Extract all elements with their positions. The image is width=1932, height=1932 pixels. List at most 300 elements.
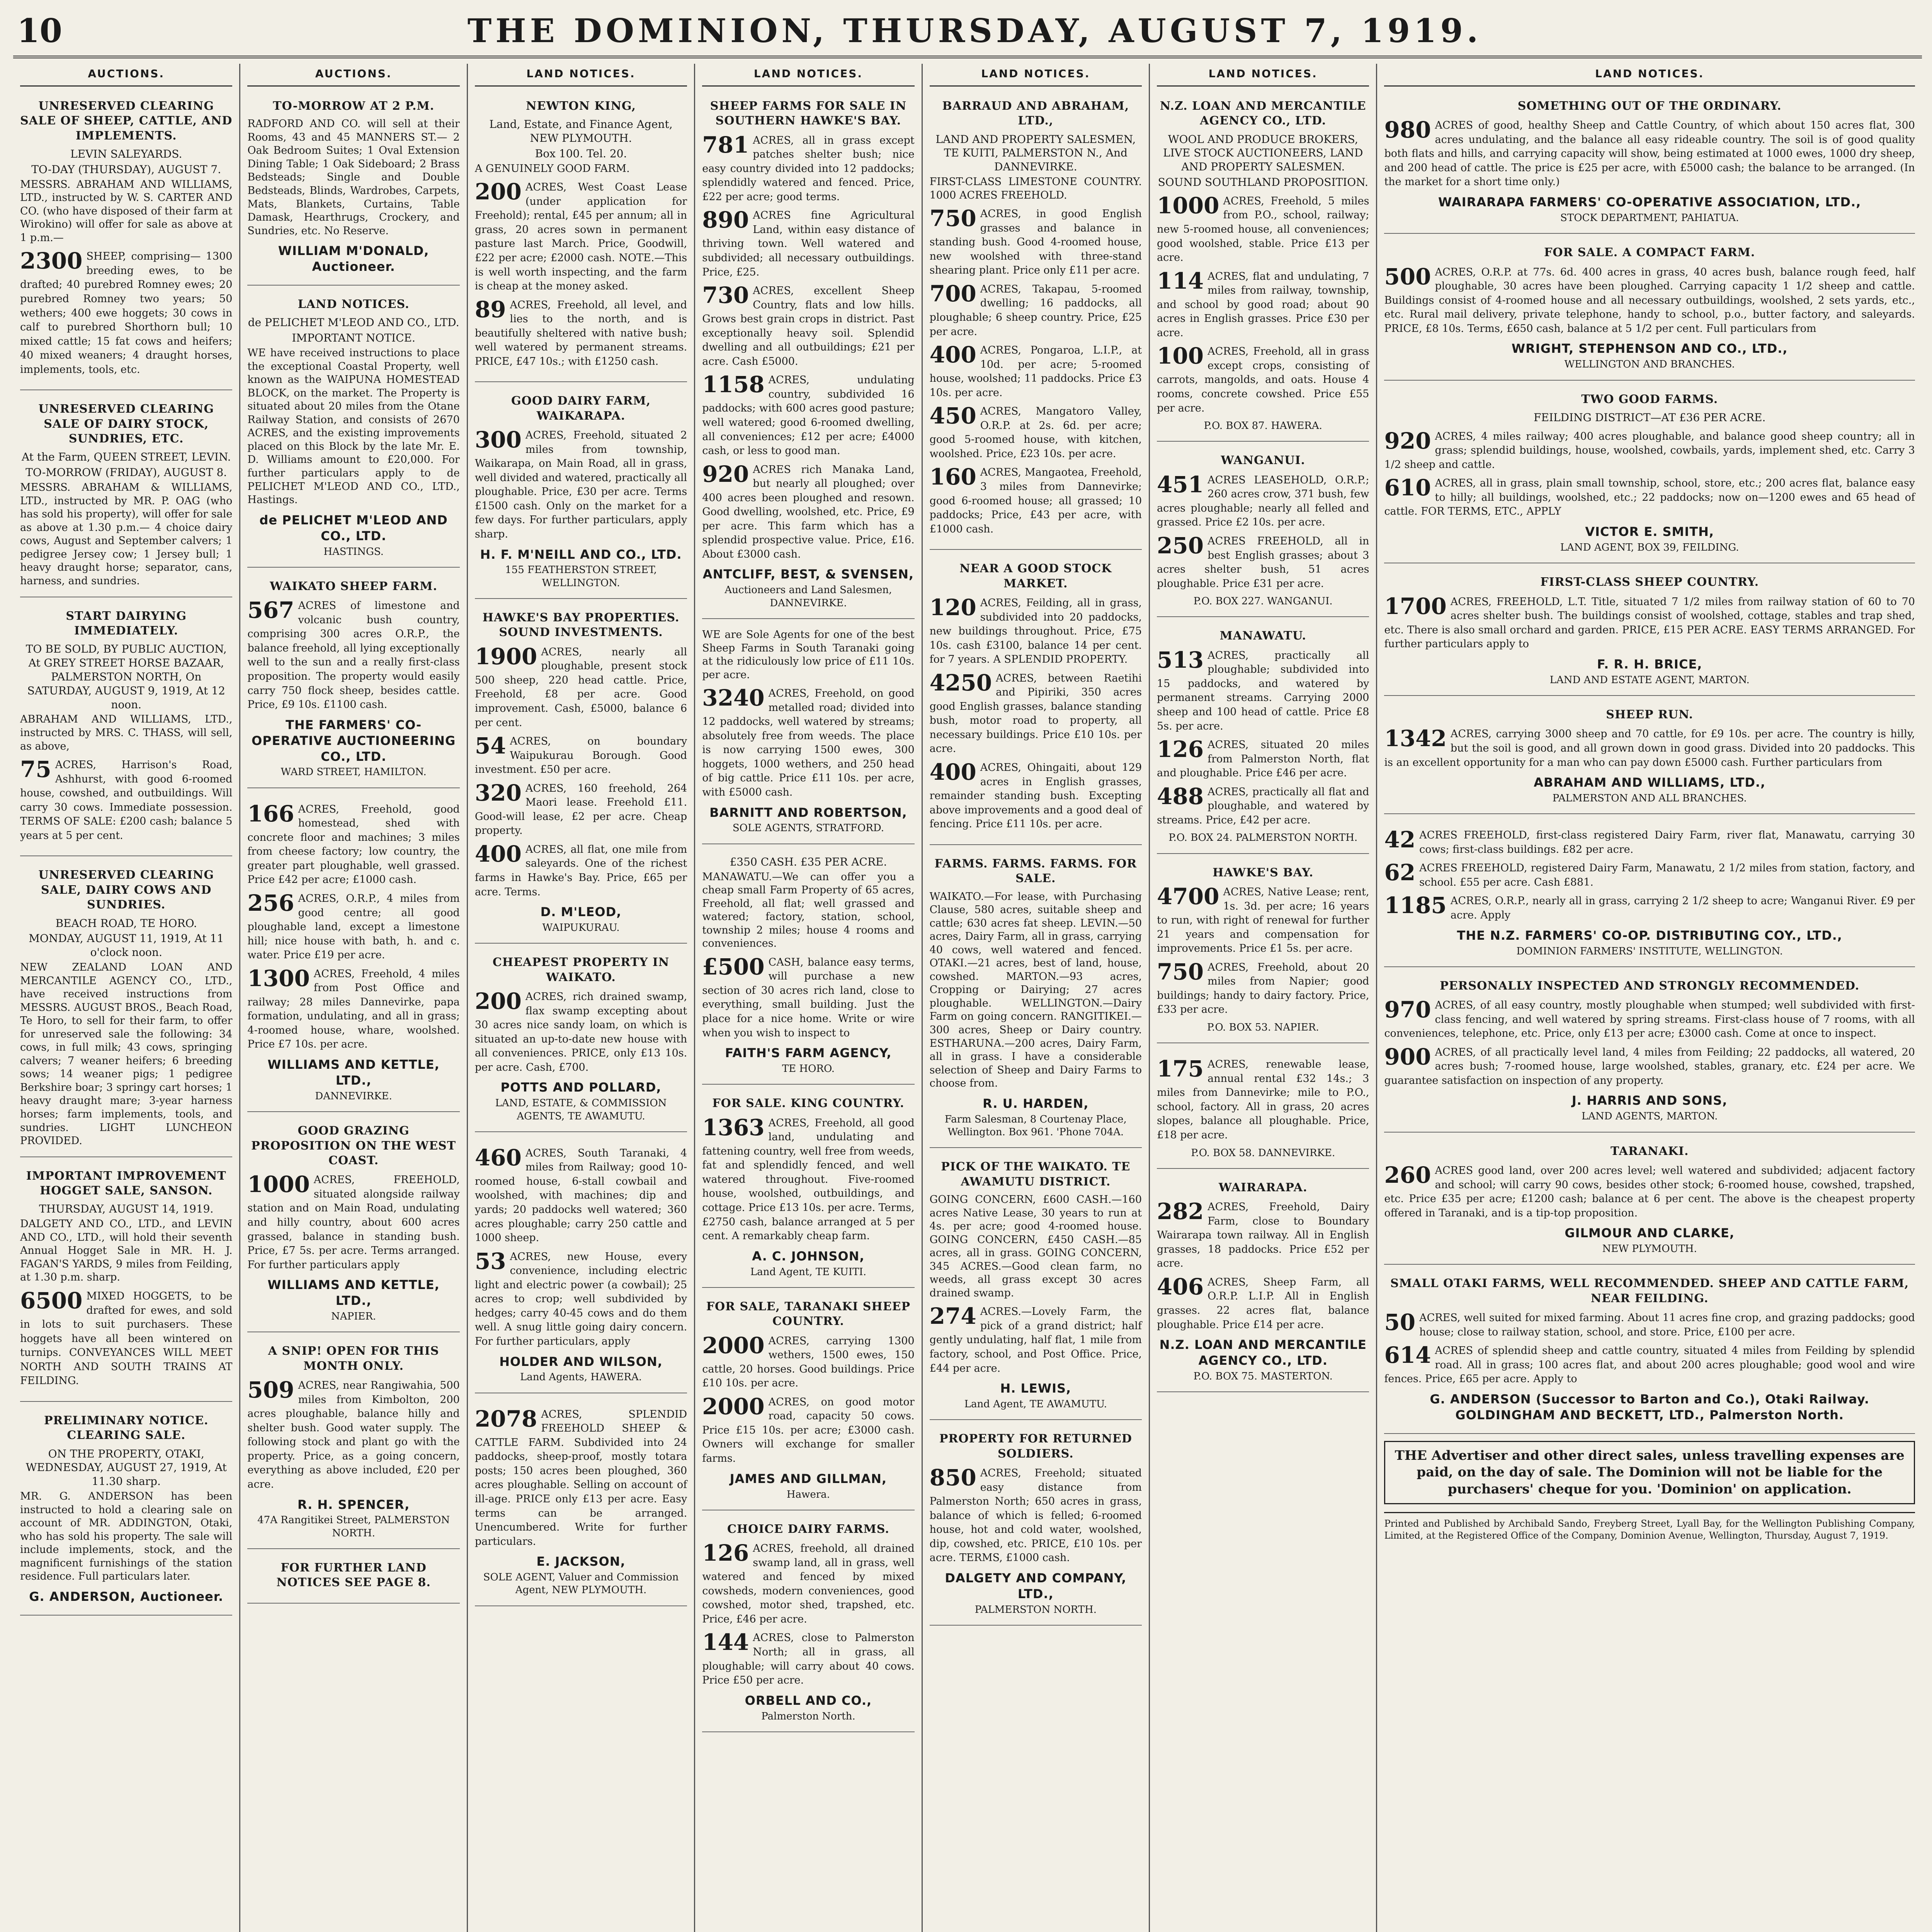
- acreage-number: 1900: [474, 643, 537, 670]
- ad-headline: BARRAUD AND ABRAHAM, LTD.,: [942, 99, 1129, 128]
- column-5: [923, 64, 1150, 1932]
- acreage-number: 567: [247, 597, 294, 624]
- advertisement: [702, 1516, 914, 1732]
- agent-name: H. F. M'NEILL AND CO., LTD.: [480, 547, 682, 562]
- ad-subheading: At the Farm, QUEEN STREET, LEVIN.: [21, 451, 231, 464]
- ad-subheading: TO BE SOLD, BY PUBLIC AUCTION, At GREY STREET HORSE BAZAAR, PALMERSTON NORTH, On SATURDAY, AUGUST 9, 1919, At 12 noon.: [26, 643, 227, 711]
- ad-headline: FIRST-CLASS SHEEP COUNTRY.: [1540, 575, 1759, 589]
- listing-description: ACRES, of all practically level land, 4 miles from Feilding; 22 paddocks, all watered, 20 acres bush; 7-roomed house, large woolshed, stables, granary, etc. £24 per acre. We guarantee satisfaction on inspection of any property.: [1384, 1046, 1915, 1087]
- acreage-number: 2078: [474, 1405, 537, 1432]
- listing-description: ACRES, Ohingaiti, about 129 acres in English grasses, remainder standing bush. Excepting above improvements and a good deal of fencing. Price £11 10s. per acre.: [929, 762, 1142, 830]
- property-listing: [475, 180, 687, 293]
- advertisement: [930, 1425, 1142, 1626]
- agent-name: GILMOUR AND CLARKE,: [1565, 1226, 1735, 1241]
- advertisement: [1157, 1174, 1369, 1392]
- property-listing: [1384, 1344, 1915, 1386]
- advertisement: [1384, 820, 1915, 967]
- property-listing: [702, 208, 914, 279]
- listing-description: CASH, balance easy terms, will purchase a new section of 30 acres rich land, close to everything, small building. Just the place for a nice home. Write or wire when you wish to inspect to: [702, 956, 915, 1039]
- property-listing: [930, 596, 1142, 667]
- acreage-number: 250: [1157, 532, 1204, 559]
- agent-address: NEW PLYMOUTH.: [1602, 1243, 1697, 1255]
- listing-description: ACRES fine Agricultural Land, within easy distance of thriving town. Well watered and subdivided; all necessary outbuildings. Price, £25.: [702, 209, 915, 278]
- listing-description: ACRES, renewable lease, annual rental £32 14s.; 3 miles from Dannevirke; mile to P.O., school, factory. All in grass, 20 acres slopes, balance all ploughable. Price, £18 per acre.: [1157, 1058, 1369, 1141]
- property-listing: [247, 891, 459, 962]
- listing-description: ACRES, O.R.P., 4 miles from good centre; all good ploughable land, except a limestone hill; nice house with bath, h. and c. water. Price £19 per acre.: [247, 893, 460, 961]
- advertisement: [702, 850, 914, 1085]
- column-heading: AUCTIONS.: [247, 64, 459, 87]
- ad-subheading: LAND AND PROPERTY SALESMEN, TE KUITI, PALMERSTON N., And DANNEVIRKE.: [935, 133, 1136, 173]
- agent-address: WELLINGTON AND BRANCHES.: [1564, 359, 1735, 371]
- agent-address: P.O. BOX 24. PALMERSTON NORTH.: [1168, 832, 1358, 844]
- acreage-number: 160: [929, 464, 976, 490]
- acreage-number: 62: [1384, 859, 1416, 886]
- column-heading: LAND NOTICES.: [702, 64, 914, 87]
- agent-name: WRIGHT, STEPHENSON AND CO., LTD.,: [1511, 341, 1788, 356]
- acreage-number: 1158: [702, 371, 765, 398]
- agent-name: R. U. HARDEN,: [983, 1096, 1089, 1111]
- listing-description: ACRES, carrying 3000 sheep and 70 cattle, for £9 10s. per acre. The country is hilly, but the soil is good, and all grown down in good grass. Divided into 20 paddocks. This is an excellent opportunity for a man who can pay down £5000 cash. Further particulars from: [1384, 728, 1915, 769]
- acreage-number: 42: [1384, 827, 1416, 853]
- acreage-number: 300: [474, 427, 522, 453]
- property-listing: [475, 298, 687, 369]
- ad-body: NEW ZEALAND LOAN AND MERCANTILE AGENCY CO., LTD., have received instructions from MESSRS. AUGUST BROS., Beach Road, Te Horo, to sell for their farm, to offer for unreserved sale the following: 34 cows, in full milk; 43 cows, springing calvers; 7 weaner heifers; 6 breeding sows; 14 weaner pigs; 1 pedigree Berkshire boar; 3 springy cart horses; 1 heavy draught mare; 3-year harness horses; farm implements, tools, and sundries. LIGHT LUNCHEON PROVIDED.: [20, 961, 233, 1147]
- agent-address: DANNEVIRKE.: [315, 1090, 392, 1102]
- ad-headline: PICK OF THE WAIKATO. TE AWAMUTU DISTRICT.: [941, 1160, 1131, 1189]
- property-listing: [930, 1304, 1142, 1375]
- ad-subheading: SOUND SOUTHLAND PROPOSITION.: [1158, 176, 1368, 189]
- acreage-number: 2300: [20, 248, 83, 274]
- advertisement: [1384, 1270, 1915, 1434]
- column-7: [1377, 64, 1922, 1932]
- ad-subheading: £350 CASH. £35 PER ACRE.: [730, 855, 887, 868]
- listing-description: ACRES, Freehold, 4 miles from Post Office and railway; 28 miles Dannevirke, papa formation, undulating, and all in grass; 4-roomed house, whare, woolshed. Price £7 10s. per acre.: [247, 968, 460, 1051]
- acreage-number: 53: [474, 1248, 506, 1274]
- acreage-number: 274: [929, 1303, 976, 1330]
- listing-description: ACRES, close to Palmerston North; all in grass, all ploughable; will carry about 40 cows. Price £50 per acre.: [702, 1632, 915, 1687]
- ad-body: MANAWATU.—We can offer you a cheap small Farm Property of 65 acres, Freehold, all flat; well grassed and watered; factory, station, school, township 2 miles; house 4 rooms and conveniences.: [702, 871, 915, 950]
- property-listing: [247, 1378, 459, 1491]
- acreage-number: 100: [1157, 343, 1204, 369]
- listing-description: ACRES of good, healthy Sheep and Cattle Country, of which about 150 acres flat, 300 acres undulating, and the balance all easy rideable country. The soil is of good quality both flats and hills, and carrying capacity will show, being estimated at 1000 ewes, 1000 dry sheep, and 200 head of cattle. The price is £25 per acre, with £5000 cash; the balance to be arranged. (In the market for a short time only.): [1384, 119, 1915, 188]
- listing-description: ACRES, South Taranaki, 4 miles from Railway; good 10-roomed house, 6-stall cowbail and woolshed, with machines; dip and yards; 20 paddocks well watered; 360 acres ploughable; carry 250 cattle and 1000 sheep.: [474, 1147, 687, 1244]
- agent-address: PALMERSTON AND ALL BRANCHES.: [1552, 793, 1747, 804]
- advertisement: [1384, 386, 1915, 564]
- listing-description: ACRES, well suited for mixed farming. About 11 acres fine crop, and grazing paddocks; good house; close to railway station, school, and store. Price, £100 per acre.: [1419, 1312, 1915, 1338]
- listing-description: ACRES FREEHOLD, first-class registered Dairy Farm, river flat, Manawatu, carrying 30 cows; first-class buildings. £82 per acre.: [1419, 829, 1915, 855]
- column-heading: LAND NOTICES.: [475, 64, 687, 87]
- property-listing: [930, 465, 1142, 536]
- property-listing: [702, 686, 914, 799]
- ad-body: GOING CONCERN, £600 CASH.—160 acres Native Lease, 30 years to run at 4s. per acre; good 4-roomed house. GOING CONCERN, £450 CASH.—85 acres, all in grass. GOING CONCERN, 345 ACRES.—Good clean farm, no weeds, all grass except 30 acres drained swamp.: [929, 1194, 1142, 1299]
- ad-headline: FOR SALE, TARANAKI SHEEP COUNTRY.: [706, 1299, 911, 1328]
- acreage-number: 900: [1384, 1043, 1431, 1070]
- acreage-number: 166: [247, 800, 294, 827]
- ad-headline: TWO GOOD FARMS.: [1581, 392, 1718, 406]
- acreage-number: 406: [1157, 1273, 1204, 1300]
- printer-imprint: Printed and Published by Archibald Sando, Freyberg Street, Lyall Bay, for the Wellington Publishing Company, Limited, at the Registered Office of the Company, Dominion Avenue, Wellington, Thursday, August 7, 1919.: [1384, 1512, 1915, 1541]
- acreage-number: 1363: [702, 1114, 765, 1141]
- advertisement: [20, 1407, 232, 1616]
- ad-headline: PRELIMINARY NOTICE. CLEARING SALE.: [44, 1413, 209, 1442]
- ad-headline: START DAIRYING IMMEDIATELY.: [66, 609, 187, 638]
- agent-name: THE FARMERS' CO-OPERATIVE AUCTIONEERING CO., LTD.: [252, 717, 456, 764]
- listing-description: ACRES, FREEHOLD, situated alongside railway station and on Main Road, undulating and hilly country, about 600 acres grassed, balance in standing bush. Price, £7 5s. per acre. Terms arranged. For further particulars apply: [247, 1174, 460, 1271]
- listing-description: ACRES, situated 20 miles from Palmerston North, flat and ploughable. Price £46 per acre.: [1157, 739, 1369, 779]
- property-listing: [1157, 194, 1369, 265]
- agent-name: WILLIAM M'DONALD, Auctioneer.: [278, 243, 429, 274]
- listing-description: ACRES, Freehold, on good metalled road; divided into 12 paddocks, well watered by streams; absolutely free from weeds. The place is now carrying 1500 ewes, 300 hoggets, 1000 wethers, and 250 head of big cattle. Price £11 10s. per acre, with £5000 cash.: [702, 687, 915, 798]
- ad-body: MESSRS. ABRAHAM AND WILLIAMS, LTD., instructed by W. S. CARTER AND CO. (who have disposed of their farm at Wirokino) will offer for sale as above at 1 p.m.—: [20, 178, 233, 244]
- ad-headline: SOMETHING OUT OF THE ORDINARY.: [1517, 99, 1782, 113]
- acreage-number: 750: [929, 205, 976, 232]
- listing-description: MIXED HOGGETS, to be drafted for ewes, and sold in lots to suit purchasers. These hoggets have all been wintered on turnips. CONVEYANCES WILL MEET NORTH AND SOUTH TRAINS AT FEILDING.: [20, 1290, 233, 1387]
- property-listing: [1384, 1045, 1915, 1088]
- advertisement: [20, 93, 232, 390]
- listing-description: ACRES, West Coast Lease (under application for Freehold); rental, £45 per annum; all in grass, 20 acres sown in permanent pasture last March. Price, Goodwill, £22 per acre; £2000 cash. NOTE.—This is well worth inspecting, and the farm is cheap at the money asked.: [474, 181, 687, 293]
- property-listing: [1384, 1163, 1915, 1220]
- ad-headline: HAWKE'S BAY PROPERTIES. SOUND INVESTMENTS.: [482, 611, 680, 639]
- ad-body: MESSRS. ABRAHAM & WILLIAMS, LTD., instructed by MR. P. OAG (who has sold his property), will offer for sale as above at 1.30 p.m.— 4 choice dairy cows, August and September calvers; 1 pedigree Jersey cow; 1 Jersey bull; 1 heavy draught horse; separator, cans, harness, and sundries.: [20, 481, 233, 587]
- column-heading: LAND NOTICES.: [1384, 64, 1915, 87]
- advertisement: [1384, 239, 1915, 380]
- ad-headline: FOR SALE. A COMPACT FARM.: [1544, 246, 1755, 260]
- listing-description: ACRES, Freehold, all in grass except crops, consisting of carrots, mangolds, and oats. House 4 rooms, concrete cowshed. Price £55 per acre.: [1157, 345, 1369, 414]
- agent-address: Farm Salesman, 8 Courtenay Place, Wellington. Box 961. 'Phone 704A.: [944, 1113, 1127, 1138]
- advertisement: [930, 850, 1142, 1148]
- agent-address: P.O. BOX 227. WANGANUI.: [1193, 595, 1333, 607]
- acreage-number: 850: [929, 1464, 976, 1491]
- ad-subheading: TO-MORROW (FRIDAY), AUGUST 8.: [26, 466, 227, 479]
- advertisement: [20, 603, 232, 857]
- column-heading: LAND NOTICES.: [1157, 64, 1369, 87]
- agent-name: POTTS AND POLLARD,: [500, 1080, 662, 1095]
- acreage-number: 450: [929, 403, 976, 429]
- ad-body: MR. G. ANDERSON has been instructed to hold a clearing sale on account of MR. ADDINGTON, Otaki, who has sold his property. The sale will include implements, stock, and the magnificent furnishings of the station residence. Full particulars later.: [20, 1490, 233, 1583]
- listing-description: ACRES, carrying 1300 wethers, 1500 ewes, 150 cattle, 20 horses. Good buildings. Price £10 10s. per acre.: [702, 1335, 915, 1389]
- listing-description: ACRES good land, over 200 acres level; well watered and subdivided; adjacent factory and school; will carry 90 cows, besides other stock; 6-roomed house, cowshed, trapshed, etc. Price £35 per acre; £1200 cash; balance at 6 per cent. The above is the cheapest property offered in Taranaki, and is a tip-top proposition.: [1384, 1165, 1915, 1219]
- agent-address: Auctioneers and Land Salesmen, DANNEVIRKE.: [724, 584, 892, 609]
- ad-headline: FOR FURTHER LAND NOTICES SEE PAGE 8.: [276, 1561, 431, 1590]
- agent-name: de PELICHET M'LEOD AND CO., LTD.: [259, 512, 448, 543]
- listing-description: ACRES, Pongaroa, L.I.P., at 10d. per acre; 5-roomed house, woolshed; 11 paddocks. Price £3 10s. per acre.: [929, 344, 1142, 399]
- property-listing: [1384, 727, 1915, 769]
- ad-headline: GOOD DAIRY FARM, WAIKARAPA.: [511, 394, 651, 423]
- advertisement: [1384, 569, 1915, 696]
- agent-address: LAND AGENTS, MARTON.: [1581, 1111, 1718, 1122]
- advertisement: [475, 1138, 687, 1393]
- acreage-number: 750: [1157, 958, 1204, 985]
- acreage-number: 175: [1157, 1056, 1204, 1082]
- property-listing: [1384, 118, 1915, 189]
- advertisement: [20, 396, 232, 597]
- ad-headline: SMALL OTAKI FARMS, WELL RECOMMENDED. SHEEP AND CATTLE FARM, NEAR FEILDING.: [1390, 1277, 1909, 1305]
- advertisement: [20, 1163, 232, 1402]
- agent-name: A. C. JOHNSON,: [752, 1248, 865, 1264]
- property-listing: [475, 781, 687, 838]
- acreage-number: 610: [1384, 474, 1431, 501]
- masthead: [13, 12, 1922, 58]
- acreage-number: 980: [1384, 117, 1431, 143]
- property-listing: [930, 343, 1142, 400]
- property-listing: [475, 1250, 687, 1349]
- newspaper-page: [13, 12, 1922, 1932]
- acreage-number: 500: [1384, 263, 1431, 290]
- acreage-number: 890: [702, 207, 749, 233]
- advertisement: [247, 93, 459, 286]
- ad-headline: PERSONALLY INSPECTED AND STRONGLY RECOMMENDED.: [1440, 979, 1860, 993]
- agent-address: NAPIER.: [331, 1311, 376, 1323]
- property-listing: [702, 373, 914, 457]
- acreage-number: 320: [474, 779, 522, 806]
- listing-description: ACRES, in good English grasses and balance in standing bush. Good 4-roomed house, new woolshed with three-stand shearing plant. Price only £11 per acre.: [929, 208, 1142, 277]
- ad-headline: TO-MORROW AT 2 P.M.: [273, 99, 435, 113]
- ad-headline: WANGANUI.: [1221, 454, 1305, 468]
- listing-description: ACRES, freehold, all drained swamp land, all in grass, well watered and fenced by mixed cowsheds, modern conveniences, good cowshed, motor shed, trapshed, etc. Price, £46 per acre.: [702, 1543, 915, 1625]
- acreage-number: 920: [1384, 427, 1431, 454]
- ad-subheading: MONDAY, AUGUST 11, 1919, At 11 o'clock noon.: [29, 932, 224, 959]
- listing-description: ACRES of limestone and volcanic bush country, comprising 300 acres O.R.P., the balance freehold, all lying exceptionally well to the sun and a really first-class proposition. The property would easily carry 750 flock sheep, besides cattle. Price, £9 10s. £1100 cash.: [247, 600, 460, 711]
- listing-description: ACRES, Freehold; situated easy distance from Palmerston North; 650 acres in grass, balance of which is felled; 6-roomed house, hot and cold water, woolshed, dip, cowshed, etc. PRICE, £10 10s. per acre. TERMS, £1000 cash.: [929, 1467, 1142, 1564]
- property-listing: [475, 1407, 687, 1548]
- agent-name: VICTOR E. SMITH,: [1585, 524, 1714, 539]
- property-listing: [475, 645, 687, 730]
- acreage-number: 730: [702, 282, 749, 309]
- acreage-number: 114: [1157, 267, 1204, 294]
- property-listing: [702, 1116, 914, 1243]
- column-4: [695, 64, 922, 1932]
- property-listing: [930, 404, 1142, 461]
- listing-description: ACRES, new House, every convenience, including electric light and electric power (a cowbail); 25 acres to crop; well subdivided by hedges; carry 40-45 cows and do them well. A snug little going dairy concern. For further particulars, apply: [474, 1250, 687, 1347]
- advertisement: [247, 291, 459, 568]
- newspaper-title: THE DOMINION, THURSDAY, AUGUST 7, 1919.: [467, 12, 1482, 50]
- acreage-number: 451: [1157, 471, 1204, 498]
- acreage-number: 400: [474, 840, 522, 867]
- property-listing: [702, 463, 914, 561]
- property-listing: [1384, 1311, 1915, 1339]
- agent-name: FAITH'S FARM AGENCY,: [725, 1046, 892, 1061]
- acreage-number: 282: [1157, 1198, 1204, 1225]
- ad-headline: NEWTON KING,: [526, 99, 636, 113]
- agent-address: Hawera.: [786, 1488, 830, 1500]
- property-listing: [1157, 1200, 1369, 1270]
- property-listing: [1384, 861, 1915, 889]
- property-listing: [475, 1146, 687, 1245]
- acreage-number: 460: [474, 1144, 522, 1171]
- column-heading: AUCTIONS.: [20, 64, 232, 87]
- property-listing: [1157, 1275, 1369, 1332]
- acreage-number: 126: [1157, 736, 1204, 763]
- acreage-number: 144: [702, 1629, 749, 1656]
- property-listing: [475, 842, 687, 899]
- acreage-number: 260: [1384, 1162, 1431, 1189]
- notice-box: THE Advertiser and other direct sales, unless travelling expenses are paid, on the day of sale. The Dominion will not be liable for the purchasers' cheque for you. 'Dominion' on application.: [1384, 1441, 1915, 1505]
- acreage-number: 920: [702, 461, 749, 487]
- property-listing: [1157, 738, 1369, 780]
- ad-headline: MANAWATU.: [1219, 629, 1306, 643]
- listing-description: ACRES, Mangaotea, Freehold, 3 miles from Dannevirke; good 6-roomed house; all grassed; 10 paddocks; Price, £43 per acre, with £1000 cash.: [929, 466, 1142, 535]
- listing-description: SHEEP, comprising— 1300 breeding ewes, to be drafted; 40 purebred Romney ewes; 20 purebred Romney two years; 50 wethers; 400 ewe hoggets; 30 cows in calf to purebred Shorthorn bull; 10 mixed cattle; 15 fat cows and heifers; 40 mixed weaners; 4 draught horses, implements, tools, etc.: [20, 250, 233, 376]
- ad-headline: IMPORTANT IMPROVEMENT HOGGET SALE, SANSON.: [26, 1169, 226, 1198]
- acreage-number: 1700: [1384, 593, 1447, 619]
- advertisement: [930, 555, 1142, 845]
- acreage-number: 126: [702, 1540, 749, 1566]
- advertisement: [1384, 701, 1915, 814]
- listing-description: ACRES of splendid sheep and cattle country, situated 4 miles from Feilding by splendid road. All in grass; 100 acres flat, and about 200 acres ploughable; good wool and wire fences. Price, £65 per acre. Apply to: [1384, 1345, 1915, 1385]
- column-6: [1150, 64, 1377, 1932]
- advertisement: [247, 1554, 459, 1604]
- agent-address: Land Agent, TE AWAMUTU.: [964, 1398, 1107, 1410]
- acreage-number: £500: [702, 953, 765, 980]
- property-listing: [1157, 344, 1369, 415]
- agent-address: P.O. BOX 58. DANNEVIRKE.: [1191, 1147, 1335, 1159]
- advertisement: [1157, 93, 1369, 442]
- acreage-number: 488: [1157, 783, 1204, 810]
- listing-description: ACRES FREEHOLD, registered Dairy Farm, Manawatu, 2 1/2 miles from station, factory, and school. £55 per acre. Cash £881.: [1419, 862, 1915, 888]
- ad-headline: UNRESERVED CLEARING SALE OF DAIRY STOCK, SUNDRIES, ETC.: [38, 402, 214, 446]
- property-listing: [702, 1631, 914, 1687]
- advertisement: [702, 1293, 914, 1510]
- listing-description: ACRES, O.R.P., nearly all in grass, carrying 2 1/2 sheep to acre; Wanganui River. £9 per acre. Apply: [1450, 895, 1915, 922]
- agent-name: J. HARRIS AND SONS,: [1571, 1093, 1728, 1108]
- agent-address: Land Agents, HAWERA.: [520, 1371, 642, 1383]
- ad-subheading: de PELICHET M'LEOD AND CO., LTD.: [248, 316, 459, 329]
- acreage-number: 400: [929, 759, 976, 786]
- agent-address: WAIPUKURAU.: [542, 922, 620, 934]
- agent-address: LAND AND ESTATE AGENT, MARTON.: [1549, 674, 1750, 686]
- ad-subheading: ON THE PROPERTY, OTAKI, WEDNESDAY, AUGUST 27, 1919, At 11.30 sharp.: [26, 1447, 227, 1488]
- advertisement: [20, 862, 232, 1157]
- property-listing: [1384, 265, 1915, 336]
- ad-headline: CHEAPEST PROPERTY IN WAIKATO.: [492, 956, 670, 984]
- listing-description: ACRES, Freehold, about 20 miles from Napier; good buildings; handy to dairy factory. Price, £33 per acre.: [1157, 961, 1369, 1016]
- property-listing: [1157, 648, 1369, 733]
- ad-body: WE have received instructions to place the exceptional Coastal Property, well known as the WAIPUNA HOMESTEAD BLOCK, on the market. The Property is situated about 20 miles from the Otane Railway Station, and consists of 2670 ACRES, and the existing improvements placed on this Block by the late Mr. E. D. Williams amount to £20,000. For further particulars apply to de PELICHET M'LEOD AND CO., LTD., Hastings.: [247, 347, 460, 506]
- agent-address: STOCK DEPARTMENT, PAHIATUA.: [1560, 212, 1739, 224]
- listing-description: ACRES.—Lovely Farm, the pick of a grand district; half gently undulating, half flat, 1 mile from factory, school, and Post Office. Price, £44 per acre.: [929, 1306, 1142, 1374]
- acreage-number: 1300: [247, 965, 310, 992]
- agent-address: WARD STREET, HAMILTON.: [281, 766, 427, 778]
- advertisement: [475, 1399, 687, 1606]
- advertisement: [475, 604, 687, 944]
- acreage-number: 3240: [702, 685, 765, 711]
- property-listing: [1384, 894, 1915, 922]
- acreage-number: 6500: [20, 1287, 83, 1314]
- acreage-number: 4700: [1157, 883, 1219, 910]
- ad-headline: FOR SALE. KING COUNTRY.: [712, 1097, 905, 1111]
- agent-address: PALMERSTON NORTH.: [975, 1604, 1097, 1616]
- agent-address: SOLE AGENTS, STRATFORD.: [732, 822, 884, 834]
- ad-subheading: TO-DAY (THURSDAY), AUGUST 7.: [31, 163, 221, 176]
- acreage-number: 1000: [247, 1171, 310, 1198]
- ad-subheading: FEILDING DISTRICT—AT £36 PER ACRE.: [1534, 411, 1766, 424]
- agent-name: WAIRARAPA FARMERS' CO-OPERATIVE ASSOCIATION, LTD.,: [1438, 194, 1861, 209]
- advertisement: [1384, 973, 1915, 1133]
- listing-description: ACRES, all flat, one mile from saleyards. One of the richest farms in Hawke's Bay. Price, £65 per acre. Terms.: [474, 843, 687, 898]
- column-heading: LAND NOTICES.: [930, 64, 1142, 87]
- property-listing: [930, 671, 1142, 756]
- property-listing: [1384, 476, 1915, 519]
- listing-description: ACRES, nearly all ploughable, present stock 500 sheep, 220 head cattle. Price, Freehold, £8 per acre. Good improvement. Cash, £5000, balance 6 per cent.: [474, 646, 687, 729]
- property-listing: [930, 1466, 1142, 1565]
- agent-name: WILLIAMS AND KETTLE, LTD.,: [267, 1277, 440, 1308]
- property-listing: [702, 284, 914, 368]
- property-listing: [930, 282, 1142, 338]
- acreage-number: 50: [1384, 1309, 1416, 1336]
- listing-description: ACRES, between Raetihi and Pipiriki, 350 acres good English grasses, balance standing bush, motor road to property, all necessary buildings. Price £10 10s. per acre.: [929, 672, 1142, 755]
- ad-body: ABRAHAM AND WILLIAMS, LTD., instructed by MRS. C. THASS, will sell, as above,: [20, 713, 233, 752]
- column-3: [468, 64, 695, 1932]
- agent-address: Palmerston North.: [761, 1710, 855, 1722]
- agent-name: JAMES AND GILLMAN,: [730, 1471, 887, 1486]
- property-listing: [930, 760, 1142, 831]
- property-listing: [702, 1334, 914, 1390]
- listing-description: ACRES, undulating country, subdivided 16 paddocks; with 600 acres good pasture; well watered; good 6-roomed dwelling, all conveniences; £12 per acre; £4000 cash, or less to good man.: [702, 374, 915, 457]
- agent-name: ABRAHAM AND WILLIAMS, LTD.,: [1534, 775, 1766, 790]
- ad-subheading: THURSDAY, AUGUST 14, 1919.: [39, 1202, 214, 1216]
- listing-description: ACRES, excellent Sheep Country, flats and low hills. Grows best grain crops in district. Past exceptionally heavy soil. Splendid dwelling and all outbuildings; £21 per acre. Cash £5000.: [702, 285, 915, 367]
- ad-body: WE are Sole Agents for one of the best Sheep Farms in South Taranaki going at the ridiculously low price of £11 10s. per acre.: [702, 628, 915, 681]
- ad-headline: SHEEP RUN.: [1606, 708, 1694, 722]
- ad-headline: HAWKE'S BAY.: [1213, 866, 1314, 879]
- acreage-number: 781: [702, 131, 749, 158]
- listing-description: ACRES LEASEHOLD, O.R.P.; 260 acres crow, 371 bush, few acres ploughable; nearly all felled and grassed. Price £2 10s. per acre.: [1157, 474, 1369, 529]
- ad-headline: LAND NOTICES.: [298, 298, 410, 311]
- ad-body: A GENUINELY GOOD FARM.: [474, 162, 630, 175]
- acreage-number: 1342: [1384, 725, 1447, 752]
- acreage-number: 54: [474, 733, 506, 759]
- property-listing: [702, 1395, 914, 1466]
- advertisement: [702, 624, 914, 844]
- listing-description: ACRES, Sheep Farm, all O.R.P. L.I.P. All in English grasses. 22 acres flat, balance ploughable. Price £14 per acre.: [1157, 1276, 1369, 1331]
- property-listing: [1157, 473, 1369, 529]
- acreage-number: 614: [1384, 1342, 1431, 1369]
- listing-description: ACRES, flat and undulating, 7 miles from railway, township, and school by good road; about 90 acres in English grasses. Price £30 per acre.: [1157, 270, 1369, 339]
- advertisement: [475, 949, 687, 1132]
- advertisement: [1384, 93, 1915, 234]
- acreage-number: 120: [929, 594, 976, 621]
- ad-headline: TARANAKI.: [1610, 1144, 1689, 1158]
- agent-address: P.O. BOX 87. HAWERA.: [1204, 420, 1322, 432]
- acreage-number: 509: [247, 1377, 294, 1403]
- property-listing: [930, 207, 1142, 277]
- ad-headline: FARMS. FARMS. FARMS. FOR SALE.: [934, 857, 1137, 886]
- property-listing: [20, 758, 232, 842]
- listing-description: ACRES, practically all flat and ploughable, and watered by streams. Price, £42 per acre.: [1157, 786, 1369, 826]
- acreage-number: 2000: [702, 1332, 765, 1359]
- ad-subheading: LEVIN SALEYARDS.: [70, 148, 182, 160]
- ad-subheading: WOOL AND PRODUCE BROKERS, LIVE STOCK AUCTIONEERS, LAND AND PROPERTY SALESMEN.: [1163, 133, 1363, 173]
- agent-name: WILLIAMS AND KETTLE, LTD.,: [267, 1057, 440, 1088]
- ad-headline: UNRESERVED CLEARING SALE, DAIRY COWS AND SUNDRIES.: [38, 868, 214, 912]
- agent-name: G. ANDERSON, Auctioneer.: [29, 1589, 224, 1604]
- advertisement: [475, 93, 687, 383]
- property-listing: [1384, 429, 1915, 472]
- ad-subheading: IMPORTANT NOTICE.: [292, 332, 415, 345]
- listing-description: ACRES, Feilding, all in grass, subdivided into 20 paddocks, new buildings throughout. Price, £75 10s. cash £3100, balance 14 per cent. for 7 years. A SPLENDID PROPERTY.: [929, 597, 1142, 666]
- listing-description: ACRES rich Manaka Land, but nearly all ploughed; over 400 acres been ploughed and resown. Good dwelling, woolshed, etc. Price, £9 per acre. This farm which has a splendid prospective value. Price, £16. About £3000 cash.: [702, 463, 915, 560]
- property-listing: [1157, 885, 1369, 956]
- listing-description: ACRES, Harrison's Road, Ashhurst, with good 6-roomed house, cowshed, and outbuildings. Will carry 30 cows. Immediate possession. TERMS OF SALE: £200 cash; balance 5 years at 5 per cent.: [20, 759, 233, 842]
- agent-address: DOMINION FARMERS' INSTITUTE, WELLINGTON.: [1516, 945, 1783, 957]
- listing-description: ACRES, Freehold, 5 miles from P.O., school, railway; new 5-roomed house, all conveniences; good woolshed, stable. Price £13 per acre.: [1157, 195, 1369, 264]
- advertisement: [1157, 447, 1369, 617]
- acreage-number: 200: [474, 179, 522, 205]
- acreage-number: 513: [1157, 646, 1204, 673]
- ad-headline: UNRESERVED CLEARING SALE OF SHEEP, CATTLE, AND IMPLEMENTS.: [20, 99, 233, 143]
- listing-description: ACRES, Freehold, all good land, undulating and fattening country, well free from weeds, fat and splendidly fenced, and well watered throughout. Five-roomed house, woolshed, outbuildings, and cottage. Price £13 10s. per acre. Terms, £2750 cash, balance arranged at 5 per cent. A remarkably cheap farm.: [702, 1117, 915, 1242]
- listing-description: ACRES, 160 freehold, 264 Maori lease. Freehold £11. Good-will lease, £2 per acre. Cheap property.: [474, 782, 687, 837]
